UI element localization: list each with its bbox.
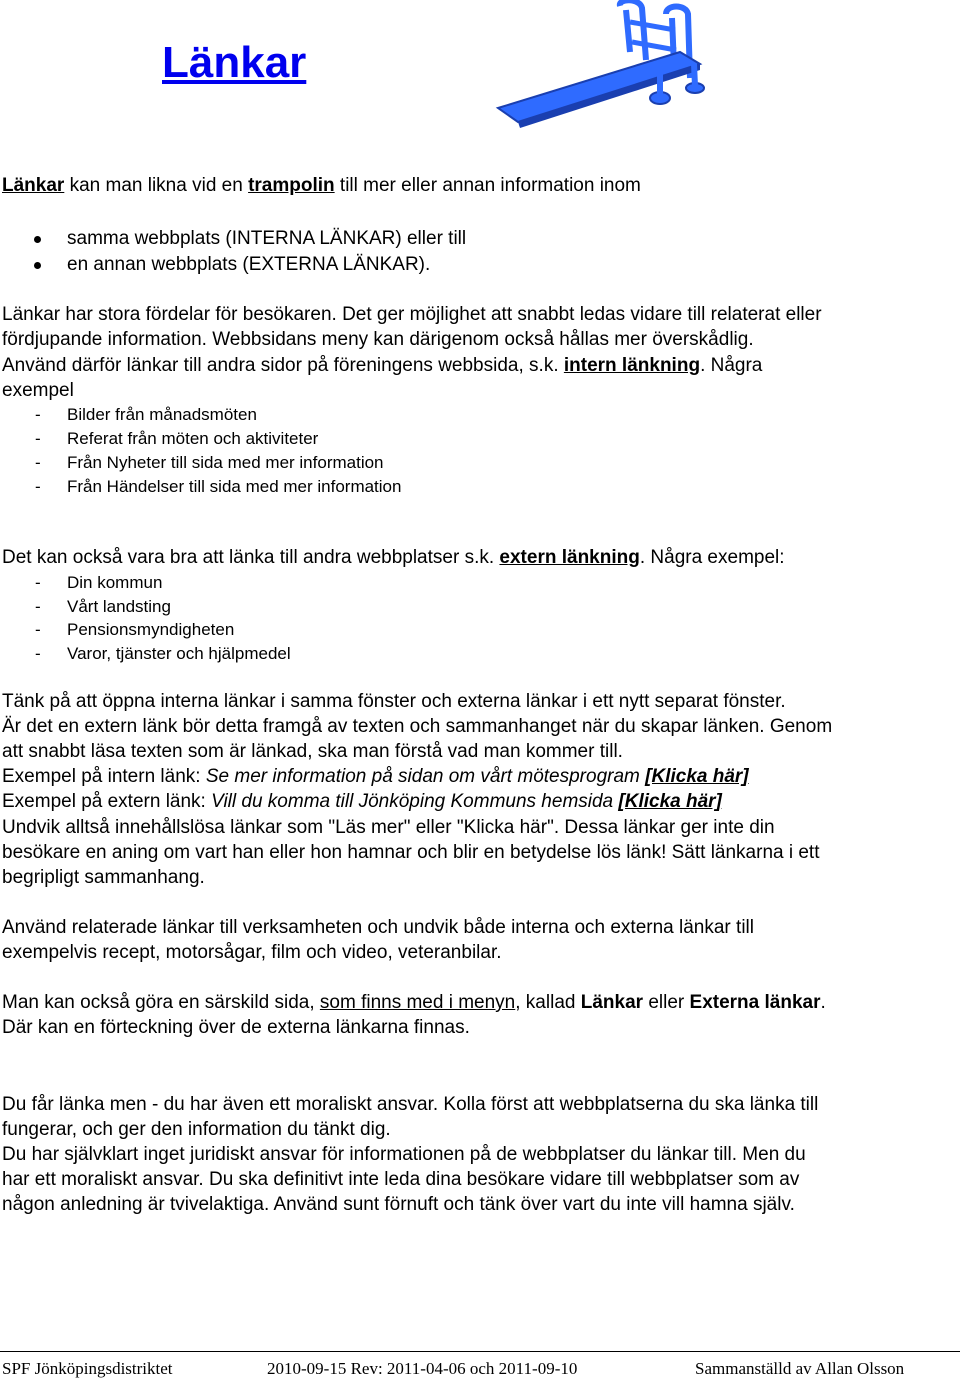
diving-board-icon xyxy=(490,0,720,130)
dash: - xyxy=(35,644,41,663)
paragraph-line: Du har självklart inget juridiskt ansvar för informationen på de webbplatser du länkar till. Men du xyxy=(2,1144,806,1165)
bullet-item: en annan webbplats (EXTERNA LÄNKAR). xyxy=(67,254,431,275)
text: Exempel på extern länk: xyxy=(2,791,212,812)
link-klicka-har-intern[interactable]: [Klicka här] xyxy=(645,766,749,787)
text: eller xyxy=(643,992,690,1013)
link-klicka-har-extern[interactable]: [Klicka här] xyxy=(618,791,722,812)
paragraph-line xyxy=(2,354,762,379)
example-text: Vill du komma till Jönköping Kommuns hemsida xyxy=(211,791,619,812)
intro-text: kan man likna vid en xyxy=(64,175,249,196)
paragraph-line: har ett moraliskt ansvar. Du ska definitivt inte leda dina besökare vidare till webbplatser som av xyxy=(2,1169,800,1190)
list-item: Från Nyheter till sida med mer information xyxy=(67,453,384,472)
intro-text-end: till mer eller annan information inom xyxy=(334,175,641,196)
paragraph-line: någon anledning är tvivelaktiga. Använd sunt förnuft och tänk över vart du inte vill hamna själv. xyxy=(2,1194,795,1215)
list-item: Vårt landsting xyxy=(67,597,171,616)
text: , kallad xyxy=(515,992,581,1013)
list-item: Från Händelser till sida med mer information xyxy=(67,477,402,496)
dash: - xyxy=(35,477,41,496)
paragraph-line: Tänk på att öppna interna länkar i samma fönster och externa länkar i ett nytt separat fönster. xyxy=(2,691,786,712)
link-intern-lankning[interactable]: intern länkning xyxy=(563,355,701,376)
text: Använd därför länkar till andra sidor på föreningens webbsida, s.k. xyxy=(2,355,564,376)
paragraph-line: Använd relaterade länkar till verksamheten och undvik både interna och externa länkar till xyxy=(2,917,754,938)
paragraph-line: Där kan en förteckning över de externa länkarna finnas. xyxy=(2,1017,470,1038)
list-item: Varor, tjänster och hjälpmedel xyxy=(67,644,291,663)
paragraph-line: Undvik alltså innehållslösa länkar som "Läs mer" eller "Klicka här". Dessa länkar ger inte din xyxy=(2,817,775,838)
link-extern-lankning[interactable]: extern länkning xyxy=(499,547,640,568)
page-title[interactable]: Länkar xyxy=(162,38,307,87)
text: . Några xyxy=(700,355,763,376)
dash: - xyxy=(35,453,41,472)
bold-term: Länkar xyxy=(580,992,644,1013)
dash: - xyxy=(35,429,41,448)
text: Exempel på intern länk: xyxy=(2,766,206,787)
footer-left: SPF Jönköpingsdistriktet xyxy=(2,1359,173,1378)
text: . xyxy=(820,992,826,1013)
list-item: Pensionsmyndigheten xyxy=(67,620,235,639)
bold-term: Externa länkar xyxy=(689,992,821,1013)
bullet-item: samma webbplats (INTERNA LÄNKAR) eller till xyxy=(67,228,467,249)
paragraph-line xyxy=(2,790,722,815)
paragraph-line xyxy=(2,546,785,571)
paragraph-line: besökare en aning om vart han eller hon hamnar och blir en betydelse lös länk! Sätt länkarna i ett xyxy=(2,842,820,863)
paragraph-line: Du får länka men - du har även ett moraliskt ansvar. Kolla först att webbplatserna du ska länka till xyxy=(2,1094,819,1115)
footer-center: 2010-09-15 Rev: 2011-04-06 och 2011-09-10 xyxy=(267,1359,578,1378)
paragraph-line: att snabbt läsa texten som är länkad, ska man förstå vad man kommer till. xyxy=(2,741,623,762)
paragraph-line: fungerar, och ger den information du tänkt dig. xyxy=(2,1119,391,1140)
paragraph-line: Länkar har stora fördelar för besökaren. Det ger möjlighet att snabbt ledas vidare till relaterat eller xyxy=(2,304,822,325)
link-lankar[interactable]: Länkar xyxy=(2,175,65,196)
dash: - xyxy=(35,405,41,424)
intro-paragraph xyxy=(2,174,641,199)
link-trampolin[interactable]: trampolin xyxy=(248,175,335,196)
paragraph-line: begripligt sammanhang. xyxy=(2,867,205,888)
bullet-dot xyxy=(34,236,41,243)
link-menyn[interactable]: som finns med i menyn xyxy=(319,992,516,1013)
paragraph-line: exempel xyxy=(2,380,74,401)
paragraph-line xyxy=(2,765,749,790)
list-item: Bilder från månadsmöten xyxy=(67,405,257,424)
dash: - xyxy=(35,620,41,639)
paragraph-line xyxy=(2,991,826,1016)
text: Det kan också vara bra att länka till andra webbplatser s.k. xyxy=(2,547,500,568)
footer-right: Sammanställd av Allan Olsson xyxy=(695,1359,905,1378)
footer-divider xyxy=(0,1351,960,1352)
paragraph-line: exempelvis recept, motorsågar, film och video, veteranbilar. xyxy=(2,942,502,963)
text: Man kan också göra en särskild sida, xyxy=(2,992,320,1013)
list-item: Referat från möten och aktiviteter xyxy=(67,429,319,448)
example-text: Se mer information på sidan om vårt mötesprogram xyxy=(205,766,646,787)
text: . Några exempel: xyxy=(639,547,785,568)
paragraph-line: Är det en extern länk bör detta framgå av texten och sammanhanget när du skapar länken. Genom xyxy=(2,716,833,737)
paragraph-line: fördjupande information. Webbsidans meny kan därigenom också hållas mer överskådlig. xyxy=(2,329,754,350)
list-item: Din kommun xyxy=(67,573,163,592)
bullet-dot xyxy=(34,262,41,269)
dash: - xyxy=(35,573,41,592)
dash: - xyxy=(35,597,41,616)
